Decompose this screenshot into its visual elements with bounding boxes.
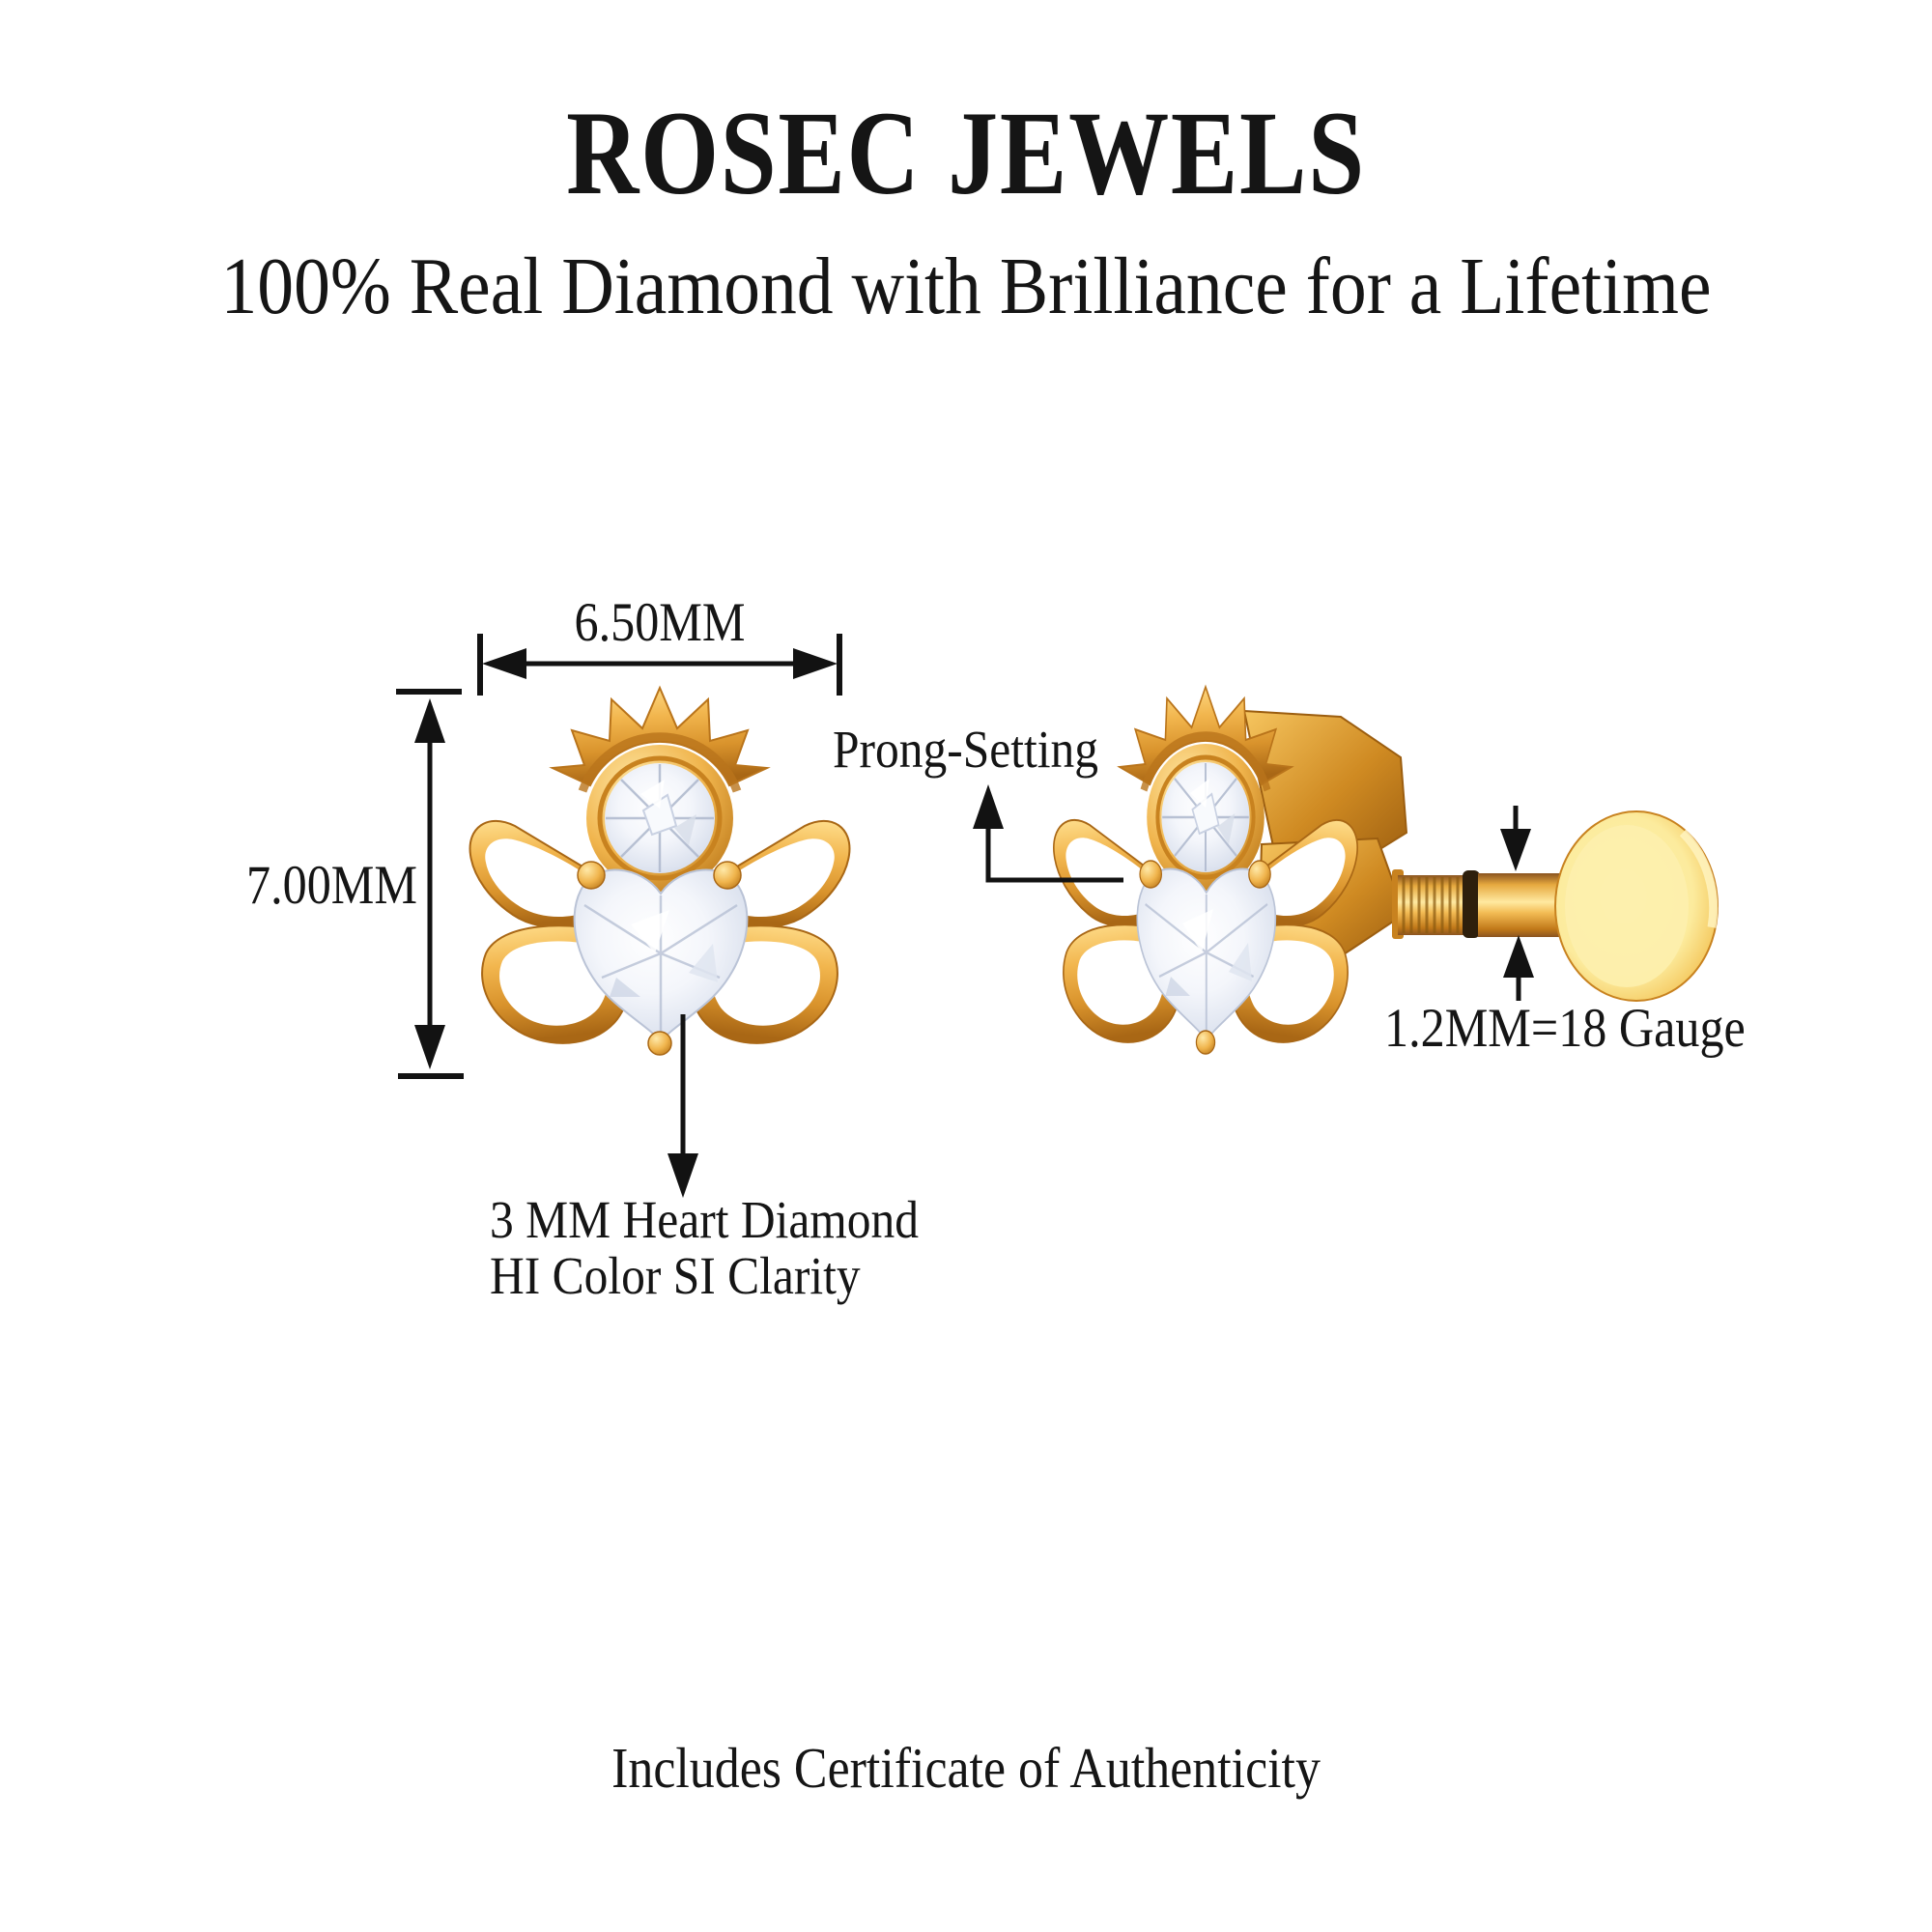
heart-diamond-arrow <box>668 1014 698 1198</box>
height-dimension-label: 7.00MM <box>246 855 417 916</box>
gauge-arrow-up <box>1503 935 1534 1001</box>
prong-setting-label: Prong-Setting <box>833 720 1099 779</box>
heart-diamond-label <box>490 1192 919 1304</box>
heart-diamond-label-line1: 3 MM Heart Diamond <box>490 1190 920 1249</box>
gauge-arrow-down <box>1500 806 1531 871</box>
width-dimension-label: 6.50MM <box>574 592 746 653</box>
post-gauge-label: 1.2MM=18 Gauge <box>1384 998 1746 1059</box>
brand-tagline: 100% Real Diamond with Brilliance for a Lifetime <box>220 242 1712 331</box>
labret-disc-back <box>1555 811 1718 1001</box>
certificate-note: Includes Certificate of Authenticity <box>611 1736 1321 1800</box>
heart-diamond-label-line2: HI Color SI Clarity <box>490 1245 861 1305</box>
brand-title: ROSEC JEWELS <box>566 87 1366 219</box>
front-view-earring <box>470 688 850 1055</box>
rubber-stopper-ring <box>1463 870 1480 938</box>
